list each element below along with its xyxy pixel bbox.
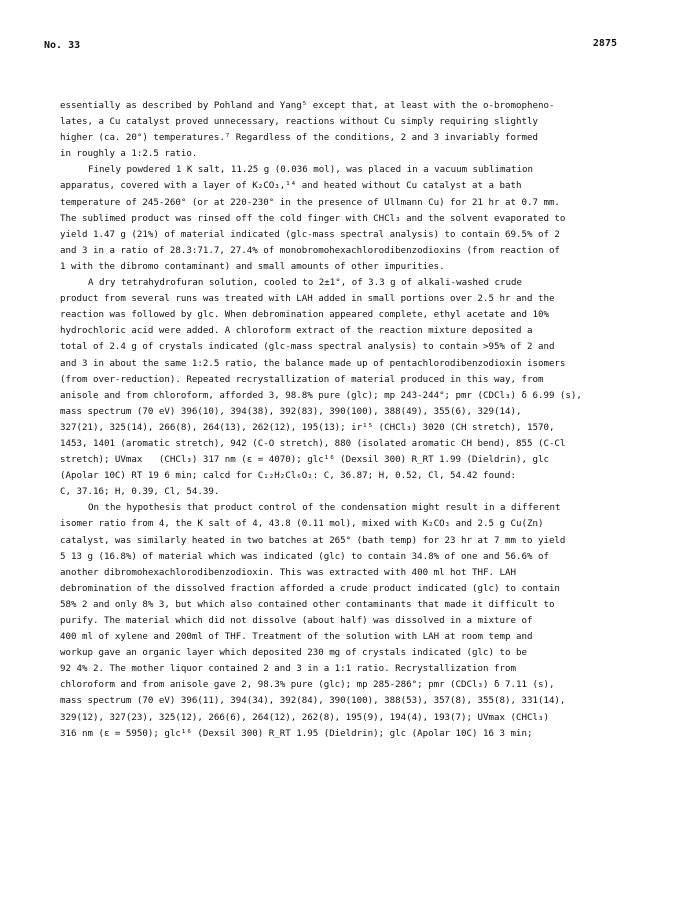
text-line: anisole and from chloroform, afforded 3, 98.8% pure (glc); mp 243-244°; pmr (CDCl₃) δ 6.99 (s), <box>60 390 582 401</box>
text-line: 1 with the dibromo contaminant) and small amounts of other impurities. <box>60 261 445 272</box>
text-line: mass spectrum (70 eV) 396(10), 394(38), 392(83), 390(100), 388(49), 355(6), 329(14), <box>60 406 522 417</box>
text-line: total of 2.4 g of crystals indicated (glc-mass spectral analysis) to contain >95% of 2 and <box>60 342 555 353</box>
text-line: higher (ca. 20°) temperatures.⁷ Regardless of the conditions, 2 and 3 invariably formed <box>60 133 538 144</box>
text-line: On the hypothesis that product control of the condensation might result in a different <box>88 503 561 514</box>
text-line: 329(12), 327(23), 325(12), 266(6), 264(12), 262(8), 195(9), 194(4), 193(7); UVmax (CHCl₃) <box>60 712 549 723</box>
text-line: 58% 2 and only 8% 3, but which also contained other contaminants that made it difficult to <box>60 599 555 610</box>
text-line: 92 4% 2. The mother liquor contained 2 and 3 in a 1:1 ratio. Recrystallization from <box>60 664 516 675</box>
body-text <box>60 98 616 742</box>
issue-number: No. 33 <box>44 40 81 51</box>
text-line: product from several runs was treated with LAH added in small portions over 2.5 hr and the <box>60 294 555 305</box>
text-line: (Apolar 10C) RT 19 6 min; calcd for C₁₂H₂Cl₆O₂: C, 36.87; H, 0.52, Cl, 54.42 found: <box>60 471 516 482</box>
text-line: A dry tetrahydrofuran solution, cooled to 2±1°, of 3.3 g of alkali-washed crude <box>88 278 523 289</box>
text-line: debromination of the dissolved fraction afforded a crude product indicated (glc) to contain <box>60 583 560 594</box>
text-line: isomer ratio from 4, the K salt of 4, 43.8 (0.11 mol), mixed with K₂CO₃ and 2.5 g Cu(Zn) <box>60 519 544 530</box>
text-line: in roughly a 1:2.5 ratio. <box>60 149 198 160</box>
text-line: yield 1.47 g (21%) of material indicated (glc-mass spectral analysis) to contain 69.5% of 2 <box>60 229 560 240</box>
text-line: 327(21), 325(14), 266(8), 264(13), 262(12), 195(13); ir¹⁵ (CHCl₃) 3020 (CH stretch), 1570, <box>60 422 555 433</box>
text-line: 5 13 g (16.8%) of material which was indicated (glc) to contain 34.8% of one and 56.6% of <box>60 551 549 562</box>
text-line: purify. The material which did not dissolve (about half) was dissolved in a mixture of <box>60 616 533 626</box>
text-line: The sublimed product was rinsed off the cold finger with CHCl₃ and the solvent evaporated to <box>60 213 566 224</box>
text-line: essentially as described by Pohland and Yang⁵ except that, at least with the o-bromopheno- <box>60 101 555 111</box>
page-number: 2875 <box>592 38 617 49</box>
text-line: workup gave an organic layer which deposited 230 mg of crystals indicated (glc) to be <box>60 648 527 659</box>
text-line: reaction was followed by glc. When debromination appeared complete, ethyl acetate and 10% <box>60 310 549 321</box>
text-line: 400 ml of xylene and 200ml of THF. Treatment of the solution with LAH at room temp and <box>60 632 533 643</box>
text-line: (from over-reduction). Repeated recrystallization of material produced in this way, from <box>60 374 544 385</box>
text-line: hydrochloric acid were added. A chloroform extract of the reaction mixture deposited a <box>60 326 533 337</box>
text-line: Finely powdered 1 K salt, 11.25 g (0.036 mol), was placed in a vacuum sublimation <box>88 165 533 176</box>
text-line: C, 37.16; H, 0.39, Cl, 54.39. <box>60 487 220 498</box>
text-line: lates, a Cu catalyst proved unnecessary, reactions without Cu simply requiring slightly <box>60 117 538 128</box>
text-line: temperature of 245-260° (or at 220-230° in the presence of Ullmann Cu) for 21 hr at 0.7 mm. <box>60 197 560 208</box>
text-line: another dibromohexachlorodibenzodioxin. This was extracted with 400 ml hot THF. LAH <box>60 567 516 578</box>
text-line: and 3 in a ratio of 28.3:71.7, 27.4% of monobromohexachlorodibenzodioxins (from reaction of <box>60 245 560 256</box>
text-line: 316 nm (ε = 5950); glc¹⁶ (Dexsil 300) R_RT 1.95 (Dieldrin); glc (Apolar 10C) 16 3 min; <box>60 728 533 739</box>
text-line: and 3 in about the same 1:2.5 ratio, the balance made up of pentachlorodibenzodioxin isomers <box>60 358 566 369</box>
text-line: catalyst, was similarly heated in two batches at 265° (bath temp) for 23 hr at 7 mm to yield <box>60 535 566 546</box>
text-line: stretch); UVmax (CHCl₃) 317 nm (ε = 4070); glc¹⁶ (Dexsil 300) R_RT 1.99 (Dieldrin), glc <box>60 455 549 466</box>
text-line: mass spectrum (70 eV) 396(11), 394(34), 392(84), 390(100), 388(53), 357(8), 355(8), 331(14), <box>60 696 566 707</box>
text-line: chloroform and from anisole gave 2, 98.3% pure (glc); mp 285-286°; pmr (CDCl₃) δ 7.11 (s), <box>60 680 555 691</box>
text-line: 1453, 1401 (aromatic stretch), 942 (C-O stretch), 880 (isolated aromatic CH bend), 855 (C-Cl <box>60 438 566 449</box>
text-line: apparatus, covered with a layer of K₂CO₃,¹⁴ and heated without Cu catalyst at a bath <box>60 181 522 192</box>
